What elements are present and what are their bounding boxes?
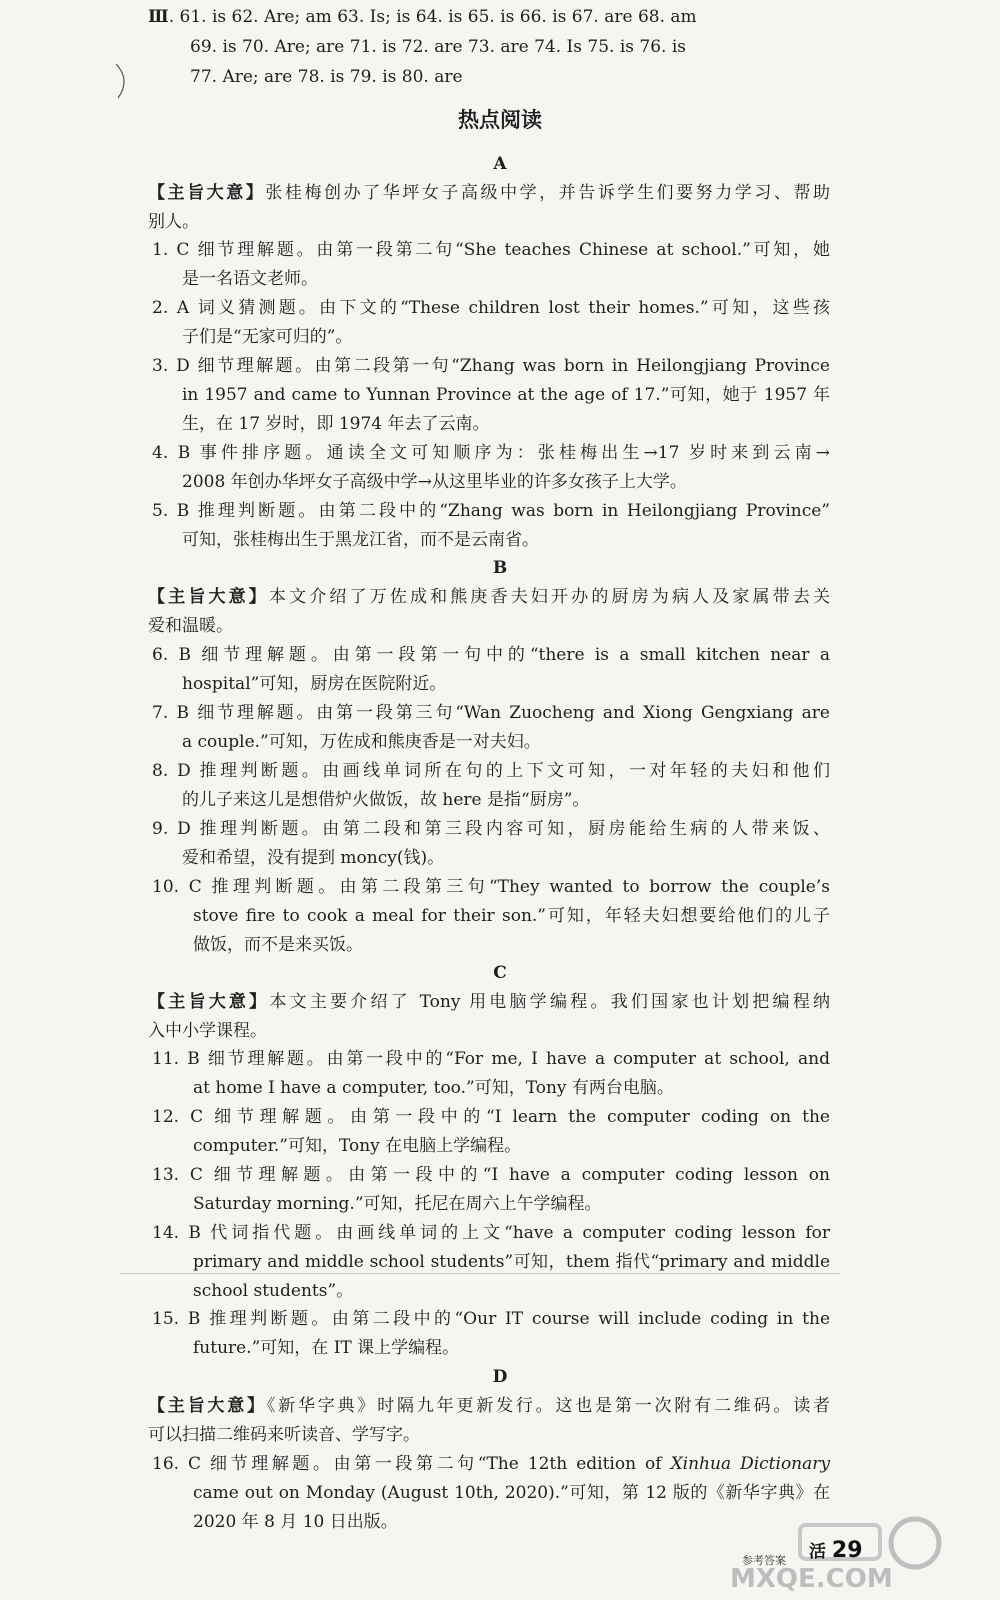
answer-5-line-2: 可知，张桂梅出生于黑龙江省，而不是云南省。: [182, 530, 539, 550]
page-title: 热点阅读: [458, 108, 542, 132]
answer-6-line-2: hospital”可知，厨房在医院附近。: [182, 674, 447, 694]
section-a-main-1: 【主旨大意】张桂梅创办了华坪女子高级中学，并告诉学生们要努力学习、帮助: [148, 183, 830, 203]
section-a-main-2: 别人。: [148, 212, 199, 232]
answer-4-line-2: 2008 年创办华坪女子高级中学→从这里毕业的许多女孩子上大学。: [182, 472, 687, 492]
dictionary-title-italic: Xinhua Dictionary: [670, 1454, 830, 1474]
answer-9-line-1: 9. D 推理判断题。由第二段和第三段内容可知，厨房能给生病的人带来饭、: [152, 819, 830, 839]
answer-12-line-2: computer.”可知，Tony 在电脑上学编程。: [193, 1136, 522, 1156]
answer-10-line-1: 10. C 推理判断题。由第二段第三句“They wanted to borrow the couple’s: [152, 877, 830, 897]
margin-mark-icon: [113, 62, 133, 102]
roman-numeral: Ⅲ: [148, 7, 169, 27]
answer-3-line-3: 生，在 17 岁时，即 1974 年去了云南。: [182, 414, 490, 434]
answer-8-line-2: 的儿子来这儿是想借炉火做饭，故 here 是指“厨房”。: [182, 790, 590, 810]
footer-label: 参考答案: [742, 1554, 786, 1567]
part3-answers-1: . 61. is 62. Are; am 63. Is; is 64. is 65. is 66. is 67. are 68. am: [168, 7, 697, 27]
answer-5-line-1: 5. B 推理判断题。由第二段中的“Zhang was born in Heilongjiang Province”: [152, 501, 830, 521]
part3-line-1: [148, 3, 697, 32]
section-b-letter: B: [492, 558, 508, 578]
main-idea-tag: 【主旨大意】: [148, 1396, 267, 1416]
answer-15-line-1: 15. B 推理判断题。由第二段中的“Our IT course will include coding in the: [152, 1309, 830, 1329]
main-idea-tag: 【主旨大意】: [148, 992, 270, 1012]
section-d-letter: D: [492, 1367, 508, 1387]
scan-fold-line: [120, 1273, 840, 1274]
answer-13-line-1: 13. C 细节理解题。由第一段中的“I have a computer coding lesson on: [152, 1165, 830, 1185]
answer-4-line-1: 4. B 事件排序题。通读全文可知顺序为：张桂梅出生→17 岁时来到云南→: [152, 443, 830, 463]
section-c-main-2: 入中小学课程。: [148, 1021, 267, 1041]
section-b-main-1: 【主旨大意】本文介绍了万佐成和熊庚香夫妇开办的厨房为病人及家属带去关: [148, 587, 830, 607]
watermark-text: MXQE.COM: [730, 1564, 893, 1594]
main-idea-tag: 【主旨大意】: [148, 587, 269, 607]
answer-16-line-3: 2020 年 8 月 10 日出版。: [193, 1512, 398, 1532]
section-b-main-2: 爱和温暖。: [148, 616, 233, 636]
section-d-main-2: 可以扫描二维码来听读音、学写字。: [148, 1425, 420, 1445]
answer-16-line-2: came out on Monday (August 10th, 2020).”可知，第 12 版的《新华字典》在: [193, 1483, 830, 1503]
answer-15-line-2: future.”可知，在 IT 课上学编程。: [193, 1338, 460, 1358]
answer-8-line-1: 8. D 推理判断题。由画线单词所在句的上下文可知，一对年轻的夫妇和他们: [152, 761, 830, 781]
answer-10-line-3: 做饭，而不是来买饭。: [193, 935, 363, 955]
section-c-main-1: 【主旨大意】本文主要介绍了 Tony 用电脑学编程。我们国家也计划把编程纳: [148, 992, 830, 1012]
answer-14-line-2: primary and middle school students”可知，them 指代“primary and middle: [193, 1252, 830, 1272]
answer-16-line-1: 16. C 细节理解题。由第一段第二句“The 12th edition of Xinhua Dictionary: [152, 1454, 830, 1474]
footer-page-number: 活 29: [809, 1538, 863, 1563]
section-a-letter: A: [493, 154, 507, 174]
answer-2-line-1: 2. A 词义猜测题。由下文的“These children lost their homes.”可知，这些孩: [152, 298, 830, 318]
section-d-main-1: 【主旨大意】《新华字典》时隔九年更新发行。这也是第一次附有二维码。读者: [148, 1396, 830, 1416]
answer-2-line-2: 子们是“无家可归的”。: [182, 327, 353, 347]
answer-1-line-1: 1. C 细节理解题。由第一段第二句“She teaches Chinese at school.”可知，她: [152, 240, 830, 260]
answer-3-line-1: 3. D 细节理解题。由第二段第一句“Zhang was born in Heilongjiang Province: [152, 356, 830, 376]
answer-12-line-1: 12. C 细节理解题。由第一段中的“I learn the computer coding on the: [152, 1107, 830, 1127]
part3-line-3: 77. Are; are 78. is 79. is 80. are: [190, 67, 463, 87]
answer-14-line-3: school students”。: [193, 1281, 354, 1301]
answer-7-line-1: 7. B 细节理解题。由第一段第三句“Wan Zuocheng and Xiong Gengxiang are: [152, 703, 830, 723]
answer-11-line-2: at home I have a computer, too.”可知，Tony 有两台电脑。: [193, 1078, 674, 1098]
answer-1-line-2: 是一名语文老师。: [182, 269, 318, 289]
answer-10-line-2: stove fire to cook a meal for their son.”可知，年轻夫妇想要给他们的儿子: [193, 906, 830, 926]
answer-13-line-2: Saturday morning.”可知，托尼在周六上午学编程。: [193, 1194, 602, 1214]
answer-6-line-1: 6. B 细节理解题。由第一段第一句中的“there is a small kitchen near a: [152, 645, 830, 665]
answer-3-line-2: in 1957 and came to Yunnan Province at the age of 17.”可知，她于 1957 年: [182, 385, 830, 405]
part3-line-2: 69. is 70. Are; are 71. is 72. are 73. are 74. Is 75. is 76. is: [190, 37, 686, 57]
main-idea-tag: 【主旨大意】: [148, 183, 266, 203]
section-c-letter: C: [493, 963, 507, 983]
answer-7-line-2: a couple.”可知，万佐成和熊庚香是一对夫妇。: [182, 732, 541, 752]
answer-14-line-1: 14. B 代词指代题。由画线单词的上文“have a computer coding lesson for: [152, 1223, 830, 1243]
answer-11-line-1: 11. B 细节理解题。由第一段中的“For me, I have a computer at school, and: [152, 1049, 830, 1069]
answer-9-line-2: 爱和希望，没有提到 moncy(钱)。: [182, 848, 445, 868]
